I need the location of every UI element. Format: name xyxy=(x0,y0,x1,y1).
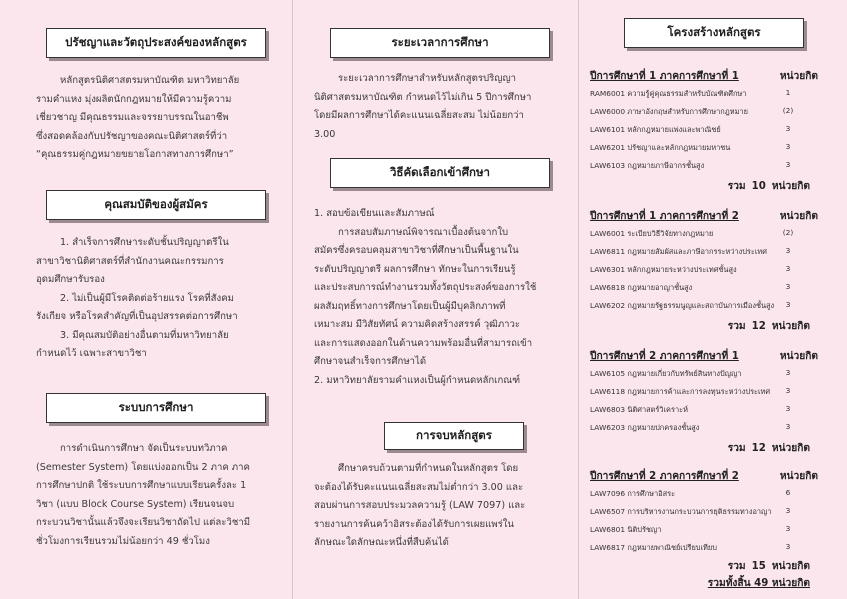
text-line: ระยะเวลาการศึกษาสำหรับหลักสูตรปริญญา xyxy=(338,73,517,84)
total-label: รวม xyxy=(727,321,746,332)
semester-header xyxy=(590,348,818,364)
total-unit: หน่วยกิต xyxy=(771,181,810,192)
total-value: 10 xyxy=(751,181,766,192)
course-row xyxy=(590,506,802,518)
course-row xyxy=(590,160,802,172)
text-line: 2. มหาวิทยาลัยรามคำแหงเป็นผู้กำหนดหลักเกณฑ์ xyxy=(314,374,521,386)
course-name: LAW7096 การศึกษาอิสระ xyxy=(590,489,676,498)
qualifications-heading: คุณสมบัติของผู้สมัคร xyxy=(46,190,266,220)
admission-heading: วิธีคัดเลือกเข้าศึกษา xyxy=(330,158,550,188)
credit-header: หน่วยกิต xyxy=(779,471,818,482)
semester-title: ปีการศึกษาที่ 2 ภาคการศึกษาที่ 1 xyxy=(590,351,739,362)
text-line: สอบผ่านการสอบประมวลความรู้ (LAW 7097) และ xyxy=(314,500,526,511)
duration-text xyxy=(314,70,564,144)
semester-total xyxy=(728,178,810,194)
course-name: LAW6202 กฎหมายรัฐธรรมนูญและสถาบันการเมืองชั้นสูง xyxy=(590,301,775,310)
text-line: ศึกษาครบถ้วนตามที่กำหนดในหลักสูตร โดย xyxy=(338,463,519,474)
course-row xyxy=(590,124,802,136)
text-line: นิติศาสตรมหาบัณฑิต กำหนดไว้ไม่เกิน 5 ปีการศึกษา xyxy=(314,91,532,103)
total-value: 12 xyxy=(751,443,766,454)
course-credit: 3 xyxy=(785,386,791,395)
text-line: 2. ไม่เป็นผู้มีโรคติดต่อร้ายแรง โรคที่สังคม xyxy=(60,292,234,304)
text-line: วิชา (แบบ Block Course System) เรียนจนจบ xyxy=(36,498,235,510)
course-row xyxy=(590,264,802,276)
text-line: “คุณธรรมคู่กฎหมายขยายโอกาสทางการศึกษา” xyxy=(36,149,234,160)
course-credit: 3 xyxy=(785,264,791,273)
duration-heading: ระยะเวลาการศึกษา xyxy=(330,28,550,58)
graduation-heading: การจบหลักสูตร xyxy=(384,422,524,450)
text-line: และประสบการณ์ทำงานรวมทั้งวัตถุประสงค์ของการใช้ xyxy=(314,282,537,293)
course-credit: 3 xyxy=(785,160,791,169)
text-line: ระดับปริญญาตรี ผลการศึกษา ทักษะในการเรียนรู้ xyxy=(314,263,516,275)
course-credit: 3 xyxy=(785,300,791,309)
course-row xyxy=(590,386,802,398)
text-line: โดยมีผลการศึกษาได้คะแนนเฉลี่ยสะสม ไม่น้อยกว่า xyxy=(314,110,524,121)
semester-total xyxy=(728,558,810,574)
text-line: สมัครซึ่งครอบคลุมสาขาวิชาที่ศึกษาเป็นพื้นฐานใน xyxy=(314,245,519,256)
text-line: จะต้องได้รับคะแนนเฉลี่ยสะสมไม่ต่ำกว่า 3.00 และ xyxy=(314,481,524,493)
text-line: 3.00 xyxy=(314,128,336,140)
text-line: 3. มีคุณสมบัติอย่างอื่นตามที่มหาวิทยาลัย xyxy=(60,329,229,341)
course-row xyxy=(590,300,802,312)
course-row xyxy=(590,524,802,536)
total-unit: หน่วยกิต xyxy=(771,561,810,572)
text-line: หลักสูตรนิติศาสตรมหาบัณฑิต มหาวิทยาลัย xyxy=(60,75,240,86)
course-name: LAW6101 หลักกฎหมายแพ่งและพาณิชย์ xyxy=(590,125,721,134)
course-row xyxy=(590,488,802,500)
course-name: LAW6118 กฎหมายการค้าและการลงทุนระหว่างประเทศ xyxy=(590,387,771,396)
course-row xyxy=(590,542,802,554)
semester-title: ปีการศึกษาที่ 2 ภาคการศึกษาที่ 2 xyxy=(590,471,739,482)
total-unit: หน่วยกิต xyxy=(771,321,810,332)
course-name: LAW6105 กฎหมายเกี่ยวกับทรัพย์สินทางปัญญา xyxy=(590,369,742,378)
course-row xyxy=(590,282,802,294)
text-line: รามคำแหง มุ่งผลิตนักกฎหมายให้มีความรู้ความ xyxy=(36,93,232,105)
total-value: 15 xyxy=(751,561,766,572)
text-line: รังเกียจ หรือโรคสำคัญที่เป็นอุปสรรคต่อการศึกษา xyxy=(36,311,238,322)
course-credit: 3 xyxy=(785,142,791,151)
grand-total: รวมทั้งสิ้น 49 หน่วยกิต xyxy=(707,578,810,589)
course-credit: 3 xyxy=(785,422,791,431)
semester-total xyxy=(728,440,810,456)
course-name: LAW6301 หลักกฎหมายระหว่างประเทศชั้นสูง xyxy=(590,265,737,274)
text-line: การดำเนินการศึกษา จัดเป็นระบบทวิภาค xyxy=(60,443,228,454)
panel-right xyxy=(584,0,824,599)
semester-total xyxy=(728,318,810,334)
philosophy-heading: ปรัชญาและวัตถุประสงค์ของหลักสูตร xyxy=(46,28,266,58)
credit-header: หน่วยกิต xyxy=(779,71,818,82)
course-credit: 3 xyxy=(785,404,791,413)
text-line: รายงานการค้นคว้าอิสระต้องได้รับการเผยแพร่ใน xyxy=(314,518,514,530)
credit-header: หน่วยกิต xyxy=(779,351,818,362)
course-credit: 3 xyxy=(785,542,791,551)
system-heading: ระบบการศึกษา xyxy=(46,393,266,423)
course-credit: (2) xyxy=(782,228,794,237)
total-label: รวม xyxy=(727,561,746,572)
course-name: LAW6811 กฎหมายสัมผัสและภาษีอากรระหว่างประเทศ xyxy=(590,247,767,256)
course-name: LAW6818 กฎหมายอาญาชั้นสูง xyxy=(590,283,693,292)
course-credit: (2) xyxy=(782,106,794,115)
course-name: LAW6507 การบริหารงานกระบวนการยุติธรรมทางอาญา xyxy=(590,507,772,516)
text-line: ซึ่งสอดคล้องกับปรัชญาของคณะนิติศาสตร์ที่ว่า xyxy=(36,130,228,142)
semester-header xyxy=(590,68,818,84)
text-line: ลักษณะใดลักษณะหนึ่งที่สืบค้นได้ xyxy=(314,537,449,548)
course-row xyxy=(590,106,802,118)
text-line: กำหนดไว้ เฉพาะสาขาวิชา xyxy=(36,348,147,359)
course-name: LAW6803 นิติศาสตร์วิเคราะห์ xyxy=(590,405,688,414)
panel-middle xyxy=(302,0,574,599)
text-line: และการแสดงออกในด้านความพร้อมอื่นที่สามารถเข้า xyxy=(314,337,533,349)
philosophy-text xyxy=(36,72,281,165)
course-credit: 6 xyxy=(785,488,791,497)
total-value: 12 xyxy=(751,321,766,332)
course-credit: 3 xyxy=(785,124,791,133)
course-name: LAW6203 กฎหมายปกครองชั้นสูง xyxy=(590,423,700,432)
course-name: RAM6001 ความรู้คู่คุณธรรมสำหรับบัณฑิตศึกษา xyxy=(590,89,747,98)
semester-title: ปีการศึกษาที่ 1 ภาคการศึกษาที่ 2 xyxy=(590,211,739,222)
course-row xyxy=(590,228,802,240)
course-name: LAW6001 ระเบียบวิธีวิจัยทางกฎหมาย xyxy=(590,229,714,238)
course-credit: 3 xyxy=(785,524,791,533)
text-line: ผลสัมฤทธิ์ทางการศึกษาโดยเป็นผู้มีบุคลิกภาพที่ xyxy=(314,300,506,312)
text-line: ศึกษาจนสำเร็จการศึกษาได้ xyxy=(314,356,427,367)
text-line: 1. สำเร็จการศึกษาระดับชั้นปริญญาตรีใน xyxy=(60,237,229,248)
total-unit: หน่วยกิต xyxy=(771,443,810,454)
text-line: (Semester System) โดยแบ่งออกเป็น 2 ภาค ภาค xyxy=(36,461,250,473)
text-line: การศึกษาปกติ ใช้ระบบการศึกษาแบบเรียนครั้งละ 1 xyxy=(36,480,247,491)
semester-title: ปีการศึกษาที่ 1 ภาคการศึกษาที่ 1 xyxy=(590,71,739,82)
total-label: รวม xyxy=(727,181,746,192)
text-line: ชั่วโมงการเรียนรวมไม่น้อยกว่า 49 ชั่วโมง xyxy=(36,535,210,547)
course-name: LAW6801 นิติปรัชญา xyxy=(590,525,662,534)
course-name: LAW6201 ปรัชญาและหลักกฎหมายมหาชน xyxy=(590,143,731,152)
course-name: LAW6817 กฎหมายพาณิชย์เปรียบเทียบ xyxy=(590,543,717,552)
system-text xyxy=(36,440,281,551)
course-credit: 3 xyxy=(785,282,791,291)
credit-header: หน่วยกิต xyxy=(779,211,818,222)
semester-header xyxy=(590,468,818,484)
text-line: เชี่ยวชาญ มีคุณธรรมและจรรยาบรรณในอาชีพ xyxy=(36,112,229,123)
structure-heading: โครงสร้างหลักสูตร xyxy=(624,18,804,48)
text-line: อุดมศึกษารับรอง xyxy=(36,274,105,285)
text-line: เหมาะสม มีวิสัยทัศน์ ความคิดสร้างสรรค์ วุฒิภาวะ xyxy=(314,319,521,330)
course-name: LAW6000 ภาษาอังกฤษสำหรับการศึกษากฎหมาย xyxy=(590,107,748,116)
panel-left xyxy=(18,0,286,599)
text-line: 1. สอบข้อเขียนและสัมภาษณ์ xyxy=(314,208,435,219)
course-row xyxy=(590,422,802,434)
course-credit: 3 xyxy=(785,506,791,515)
semester-header xyxy=(590,208,818,224)
course-row xyxy=(590,88,802,100)
course-row xyxy=(590,368,802,380)
course-credit: 3 xyxy=(785,246,791,255)
course-name: LAW6103 กฎหมายภาษีอากรชั้นสูง xyxy=(590,161,705,170)
graduation-text xyxy=(314,460,564,553)
qualifications-text xyxy=(36,234,281,364)
course-row xyxy=(590,404,802,416)
text-line: กระบวนวิชานั้นแล้วจึงจะเรียนวิชาถัดไป แต่ละวิชามี xyxy=(36,517,251,528)
course-row xyxy=(590,246,802,258)
total-label: รวม xyxy=(727,443,746,454)
admission-text xyxy=(314,205,564,390)
course-credit: 1 xyxy=(785,88,791,97)
course-credit: 3 xyxy=(785,368,791,377)
text-line: การสอบสัมภาษณ์พิจารณาเบื้องต้นจากใบ xyxy=(338,226,509,238)
course-row xyxy=(590,142,802,154)
text-line: สาขาวิชานิติศาสตร์ที่สำนักงานคณะกรรมการ xyxy=(36,255,224,267)
